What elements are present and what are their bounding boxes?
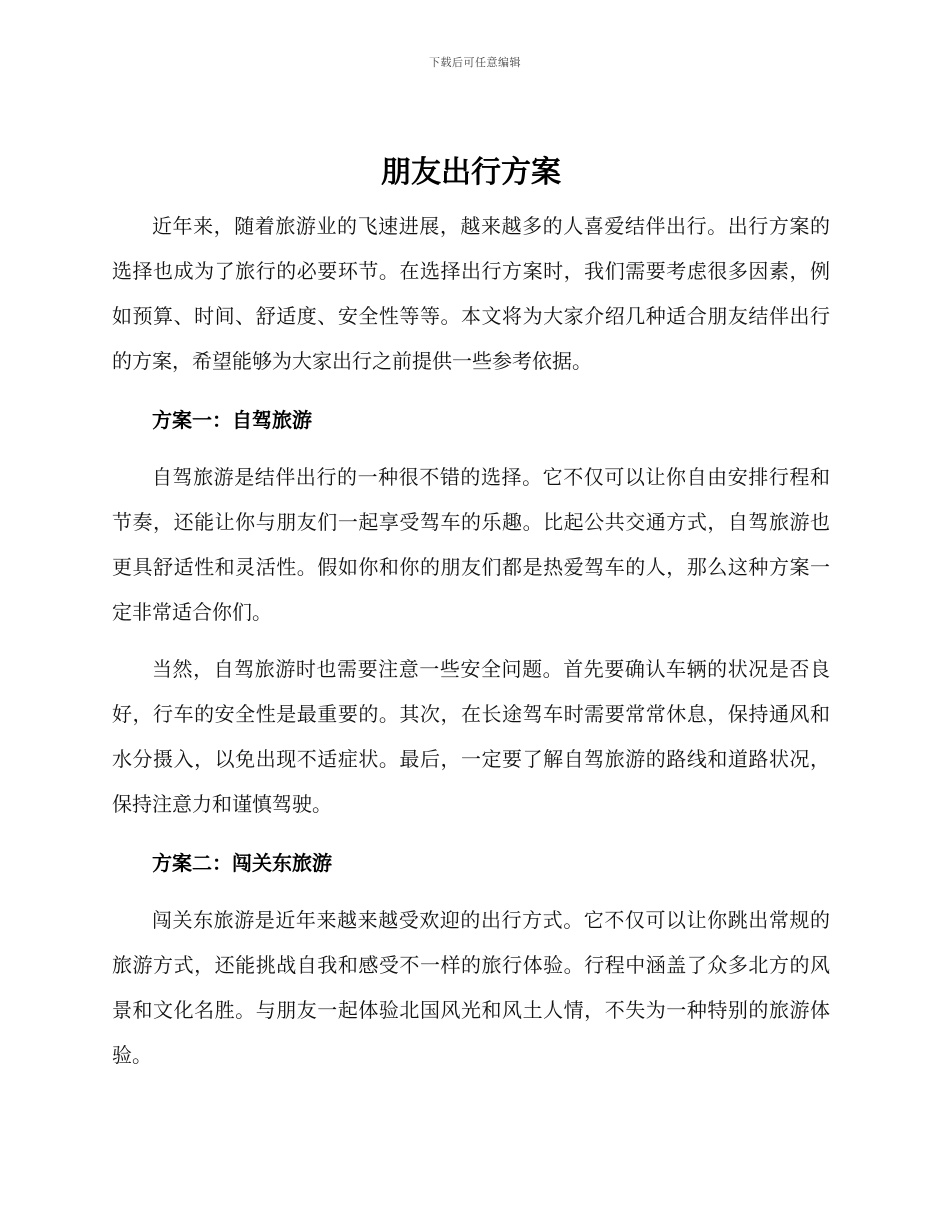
section-1-paragraph-2: 当然，自驾旅游时也需要注意一些安全问题。首先要确认车辆的状况是否良好，行车的安全性是最重要的。其次，在长途驾车时需要常常休息，保持通风和水分摄入，以免出现不适症状。最后，一定要了解自驾旅游的路线和道路状况，保持注意力和谨慎驾驶。: [112, 657, 830, 816]
intro-paragraph: 近年来，随着旅游业的飞速进展，越来越多的人喜爱结伴出行。出行方案的选择也成为了旅行的必要环节。在选择出行方案时，我们需要考虑很多因素，例如预算、时间、舒适度、安全性等等。本文将为大家介绍几种适合朋友结伴出行的方案，希望能够为大家出行之前提供一些参考依据。: [112, 214, 830, 373]
document-title: 朋友出行方案: [381, 155, 561, 190]
header-note: 下载后可任意编辑: [429, 56, 521, 69]
section-heading-1: 方案一：自驾旅游: [152, 408, 312, 432]
section-1-paragraph-1: 自驾旅游是结伴出行的一种很不错的选择。它不仅可以让你自由安排行程和节奏，还能让你与朋友们一起享受驾车的乐趣。比起公共交通方式，自驾旅游也更具舒适性和灵活性。假如你和你的朋友们都是热爱驾车的人，那么这种方案一定非常适合你们。: [112, 465, 830, 624]
document-body: [112, 150, 830, 1078]
section-2-paragraph-1: 闯关东旅游是近年来越来越受欢迎的出行方式。它不仅可以让你跳出常规的旅游方式，还能挑战自我和感受不一样的旅行体验。行程中涵盖了众多北方的风景和文化名胜。与朋友一起体验北国风光和风土人情，不失为一种特别的旅游体验。: [112, 908, 830, 1067]
section-heading-2: 方案二：闯关东旅游: [152, 851, 332, 875]
